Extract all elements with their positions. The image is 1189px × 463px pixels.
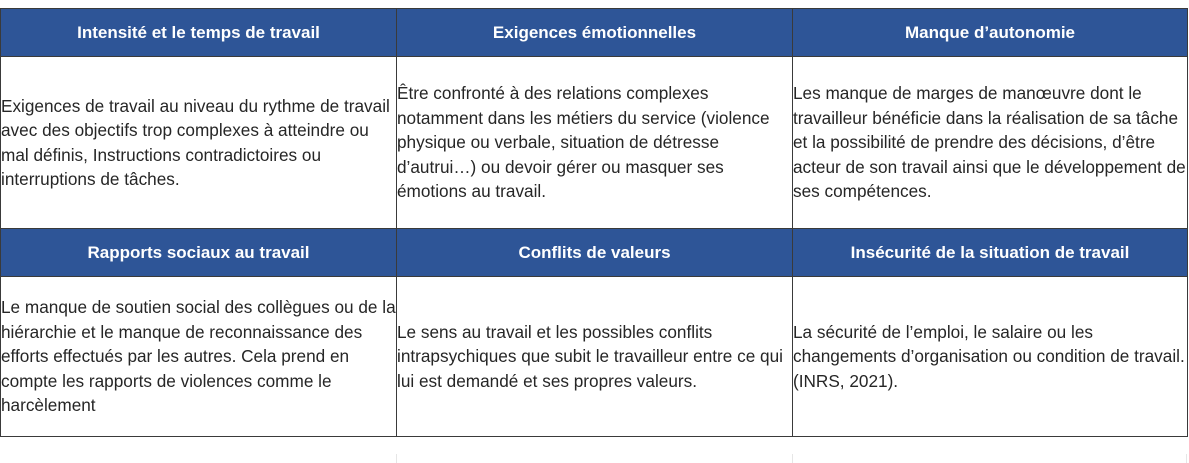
gridline: [792, 454, 793, 463]
table-row: [1, 57, 1188, 229]
header-intensite-temps-travail: Intensité et le temps de travail: [1, 9, 397, 57]
gridline: [1186, 454, 1187, 463]
risk-factors-table: [0, 8, 1188, 437]
cell-rapports-sociaux: Le manque de soutien social des collègues ou de la hiérarchie et le manque de reconnaissance des efforts effectués par les autres. Cela prend en compte les rapports de violences comme le harcèlement: [1, 277, 397, 437]
header-exigences-emotionnelles: Exigences émotionnelles: [397, 9, 793, 57]
header-rapports-sociaux: Rapports sociaux au travail: [1, 229, 397, 277]
table-row: [1, 277, 1188, 437]
cell-exigences-emotionnelles: Être confronté à des relations complexes notamment dans les métiers du service (violence physique ou verbale, situation de détresse d’autrui…) ou devoir gérer ou masquer ses émotions au travail.: [397, 57, 793, 229]
table-header-row: [1, 229, 1188, 277]
header-manque-autonomie: Manque d’autonomie: [793, 9, 1188, 57]
header-insecurite-situation: Insécurité de la situation de travail: [793, 229, 1188, 277]
cell-conflits-valeurs: Le sens au travail et les possibles conflits intrapsychiques que subit le travailleur entre ce qui lui est demandé et ses propres valeurs.: [397, 277, 793, 437]
table-header-row: [1, 9, 1188, 57]
header-conflits-valeurs: Conflits de valeurs: [397, 229, 793, 277]
gridline: [396, 454, 397, 463]
cell-intensite-temps-travail: Exigences de travail au niveau du rythme de travail avec des objectifs trop complexes à atteindre ou mal définis, Instructions contradictoires ou interruptions de tâches.: [1, 57, 397, 229]
cell-manque-autonomie: Les manque de marges de manœuvre dont le travailleur bénéficie dans la réalisation de sa tâche et la possibilité de prendre des décisions, d’être acteur de son travail ainsi que le développement de ses compétences.: [793, 57, 1188, 229]
cell-insecurite-situation: La sécurité de l’emploi, le salaire ou les changements d’organisation ou condition de travail. (INRS, 2021).: [793, 277, 1188, 437]
page-bottom-gridlines: [0, 454, 1189, 463]
